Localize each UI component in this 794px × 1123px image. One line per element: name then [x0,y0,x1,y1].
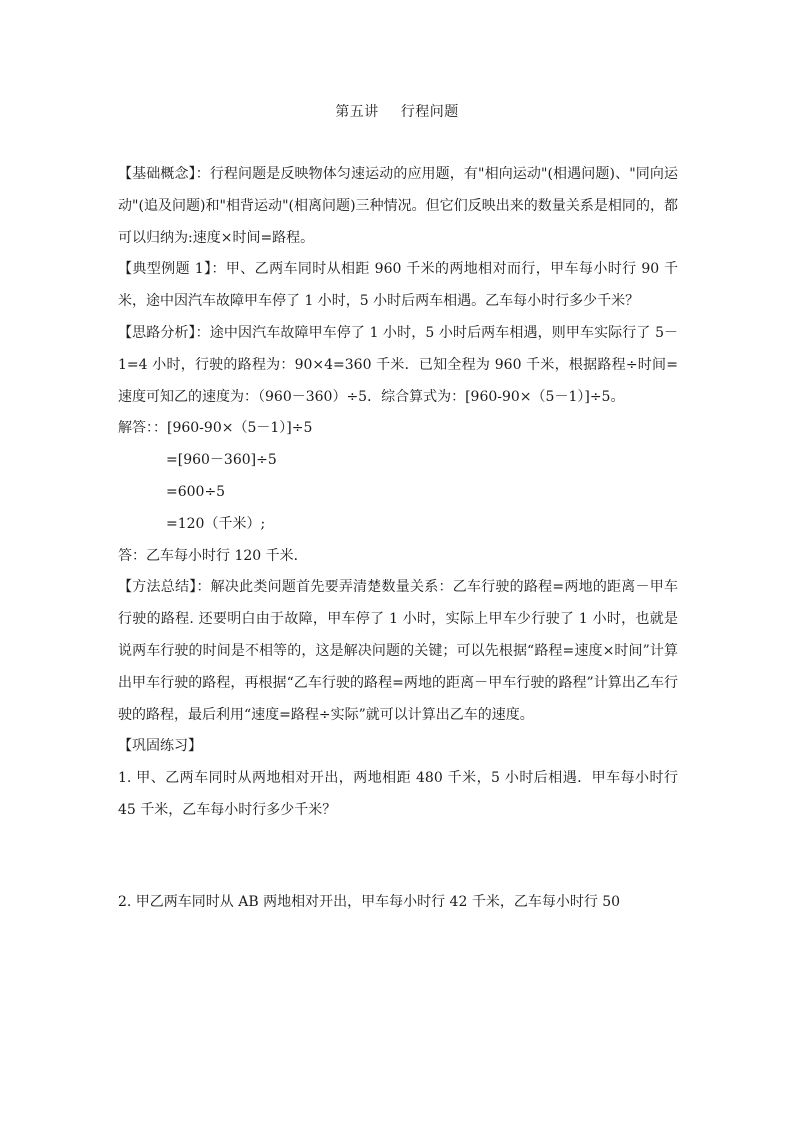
method-text: ：解决此类问题首先要弄清楚数量关系：乙车行驶的路程=两地的距离－甲车行驶的路程. 还要明白由于故障，甲车停了 1 小时，实际上甲车少行驶了 1 小时，也就是说两车行驶的时间是不相等的，这是解决问题的关键；可以先根据“路程=速度×时间”计算出甲车行驶的路程，再根据“乙车行驶的路程=两地的距离－甲车行驶的路程”计算出乙车行驶的路程，最后利用“速度=路程÷实际”就可以计算出乙车的速度。 [118,579,679,723]
solution-step-2: =[960－360]÷5 [166,452,277,469]
practice-question-1: 1. 甲、乙两车同时从两地相对开出，两地相距 480 千米，5 小时后相遇．甲车每小时行 45 千米，乙车每小时行多少千米？ [118,770,678,818]
solution-label: 解答： [118,420,153,437]
lecture-topic: 行程问题 [400,104,459,120]
method-label: 【方法总结】 [118,579,197,596]
solution-step-3: =600÷5 [166,483,226,500]
method-paragraph [118,572,678,731]
page-title [0,101,794,123]
practice-question-2: 2. 甲乙两车同时从 AB 两地相对开出，甲车每小时行 42 千米，乙车每小时行 50 [118,893,621,910]
basic-concept-paragraph [118,159,678,254]
solution-first-line [118,413,678,445]
answer-space [118,827,678,887]
basic-concept-text: ：行程问题是反映物体匀速运动的应用题，有"相向运动"(相遇问题)、"同向运动"(追及问题)和"相背运动"(相离问题)三种情况。但它们反映出来的数量关系是相同的，都可以归纳为:速度×时间=路程。 [118,166,678,246]
document-body [118,159,678,919]
lecture-number: 第五讲 [335,104,379,120]
analysis-label: 【思路分析】 [118,324,196,341]
solution-answer: 答：乙车每小时行 120 千米． [118,547,308,564]
practice-heading: 【巩固练习】 [118,738,202,755]
example-text: ：甲、乙两车同时从相距 960 千米的两地相对而行，甲车每小时行 90 千米，途中因汽车故障甲车停了 1 小时，5 小时后两车相遇。乙车每小时行多少千米？ [118,261,678,310]
example-label: 【典型例题 1】 [118,261,212,278]
analysis-paragraph [118,318,678,413]
solution-step-1: ：[960-90×（5－1）]÷5 [153,420,313,437]
example-paragraph [118,254,678,318]
basic-concept-label: 【基础概念】 [118,166,196,182]
analysis-text: ：途中因汽车故障甲车停了 1 小时，5 小时后两车相遇，则甲车实际行了 5－1=4 小时，行驶的路程为：90×4=360 千米．已知全程为 960 千米，根据路程÷时间=速度可知乙的速度为：（960－360）÷5．综合算式为：[960-90×（5－1）]÷5。 [118,324,678,405]
solution-step-4: =120（千米）; [166,515,266,532]
